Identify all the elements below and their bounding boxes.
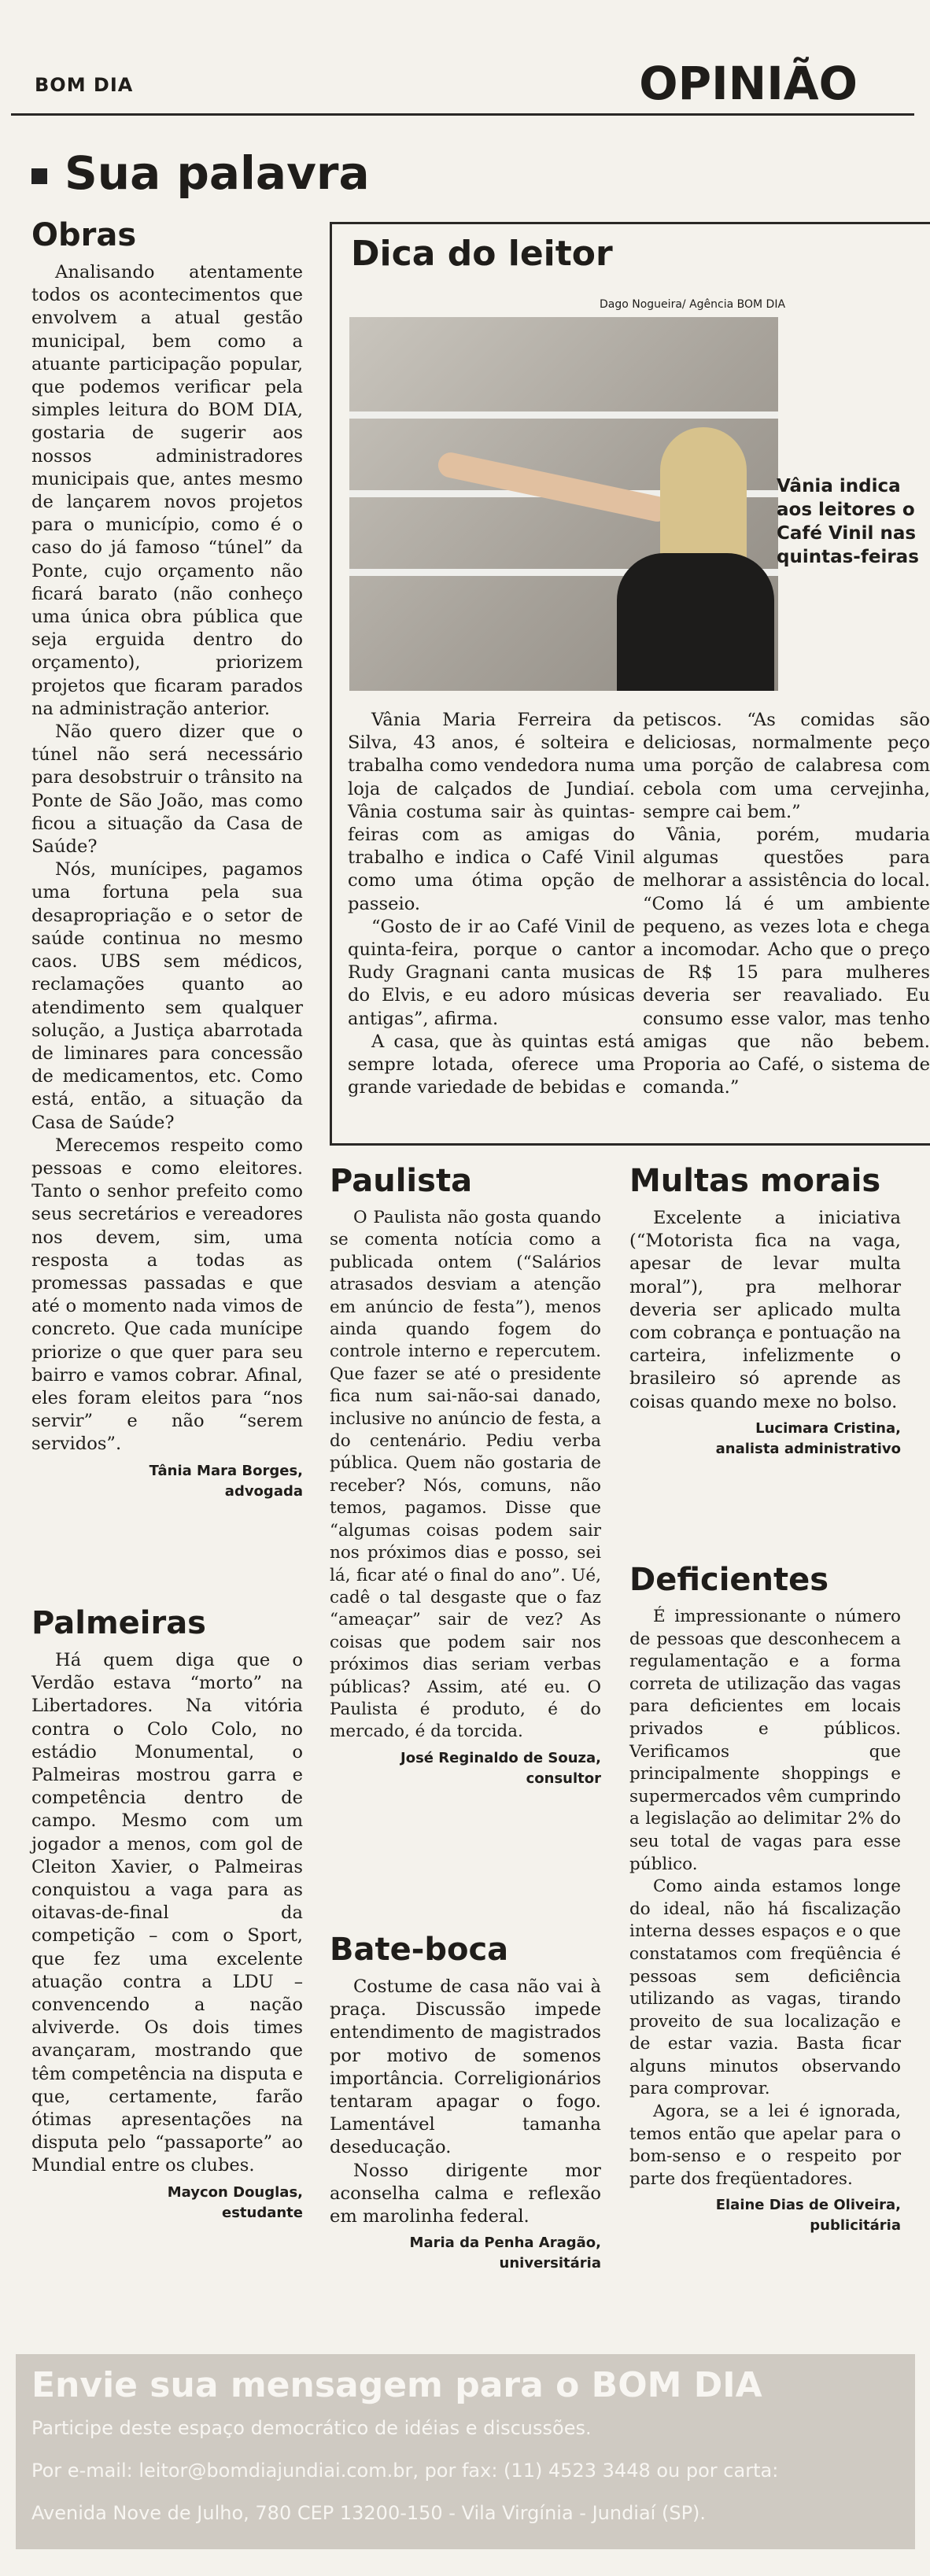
paragraph: Como ainda estamos longe do ideal, não há fiscalização interna desses espaços e o que constatamos com freqüência é pessoas sem deficiência utilizando as vagas, tirando proveito de sua localização e de estar vazia. Basta ficar alguns minutos observando para comprovar. <box>629 1877 901 2099</box>
paragraph: Nosso dirigente mor aconselha calma e reflexão em marolinha federal. <box>330 2160 601 2227</box>
tip-column-1 <box>348 709 635 1099</box>
photo-caption: Vânia indica aos leitores o Café Vinil nas quintas-feiras <box>777 476 919 567</box>
submission-info-bar <box>16 2354 915 2549</box>
photo-credit: Dago Nogueira/ Agência BOM DIA <box>600 298 786 311</box>
page-title <box>31 146 370 200</box>
paragraph: Costume de casa não vai à praça. Discussão impede entendimento de magistrados por motivo de somenos importância. Correligionários tentaram apagar o fogo. Lamentável tamanha deseducação. <box>330 1976 601 2158</box>
author-role: analista administrativo <box>715 1440 901 1457</box>
letter-heading: Palmeiras <box>31 1605 206 1641</box>
letter-bate-boca <box>330 1932 601 2274</box>
section-title: OPINIÃO <box>639 57 858 110</box>
footer-title: Envie sua mensagem para o BOM DIA <box>31 2365 762 2405</box>
author-name: Lucimara Cristina, <box>755 1419 901 1437</box>
photo <box>349 317 778 691</box>
footer-contact: Por e-mail: leitor@bomdiajundiai.com.br, por fax: (11) 4523 3448 ou por carta: <box>31 2460 779 2482</box>
letter-multas-morais <box>629 1163 901 1460</box>
paragraph: A casa, que às quintas está sempre lotada, oferece uma grande variedade de bebidas e <box>348 1031 635 1098</box>
letter-paulista <box>330 1163 601 1789</box>
author-role: estudante <box>222 2204 303 2221</box>
letter-palmeiras <box>31 1605 303 2224</box>
letter-heading: Bate-boca <box>330 1932 509 1968</box>
letter-obras <box>31 217 303 1502</box>
author-name: Elaine Dias de Oliveira, <box>715 2197 901 2214</box>
paragraph: “Gosto de ir ao Café Vinil de quinta-feira, porque o cantor Rudy Gragnani canta musicas do Elvis, e eu adoro músicas antigas”, afirma. <box>348 916 635 1029</box>
author-name: Tânia Mara Borges, <box>149 1462 303 1479</box>
paragraph: Analisando atentamente todos os acontecimentos que envolvem a atual gestão municipal, bem como a atuante participação popular, que podemos verificar pela simples leitura do BOM DIA, gostaria de sugerir aos nossos administradores municipais que, antes mesmo de lançarem novos projetos para o município, como é o caso do já famoso “túnel” da Ponte, cujo orçamento não ficará barato (não conheço uma única obra pública que seja erguida dentro do orçamento), priorizem projetos que ficaram parados na administração anterior. <box>31 262 303 719</box>
footer-line: Participe deste espaço democrático de idéias e discussões. <box>31 2417 592 2439</box>
letter-heading: Paulista <box>330 1163 473 1199</box>
author-name: Maria da Penha Aragão, <box>409 2235 601 2252</box>
author-role: consultor <box>526 1770 601 1787</box>
author-name: Maycon Douglas, <box>167 2183 303 2201</box>
author-role: advogada <box>224 1482 303 1500</box>
brand-name: BOM DIA <box>35 74 134 96</box>
letter-heading: Multas morais <box>629 1163 881 1199</box>
square-bullet-icon <box>31 168 47 184</box>
paragraph: Vânia, porém, mudaria algumas questões para melhorar a assistência do local. “Como lá é um ambiente pequeno, as vezes lota e chega a incomodar. Acho que o preço de R$ 15 para mulheres deveria ser reavaliado. Eu consumo esse valor, mas tenho amigas que não bebem. Proporia ao Café, o sistema de comanda.” <box>643 825 930 1098</box>
paragraph: Excelente a iniciativa (“Motorista fica na vaga, apesar de levar multa moral”), pra melhorar deveria ser aplicado multa com cobrança e pontuação na carteira, infelizmente o brasileiro só aprende as coisas quando mexe no bolso. <box>629 1208 901 1412</box>
paragraph: Não quero dizer que o túnel não será necessário para desobstruir o trânsito na Ponte de São João, mas como ficou a situação da Casa de Saúde? <box>31 722 303 858</box>
paragraph: Agora, se a lei é ignorada, temos então que apelar para o bom-senso e o respeito por parte dos freqüentadores. <box>629 2102 901 2189</box>
author-role: universitária <box>499 2255 601 2272</box>
paragraph: Merecemos respeito como pessoas e como eleitores. Tanto o senhor prefeito como seus secretários e vereadores nos devem, sim, uma resposta a todas as promessas passadas e que até o momento nada vimos de concreto. Que cada munícipe priorize o que quer para seu bairro e vamos cobrar. Afinal, eles foram eleitos para “nos servir” e não “serem servidos”. <box>31 1135 303 1455</box>
paragraph: petiscos. “As comidas são deliciosas, normalmente peço uma porção de calabresa com cebola com uma cervejinha, sempre cai bem.” <box>643 710 930 822</box>
paragraph: Há quem diga que o Verdão estava “morto” na Libertadores. Na vitória contra o Colo Colo, no estádio Monumental, o Palmeiras mostrou garra e competência dentro de campo. Mesmo com um jogador a menos, com gol de Cleiton Xavier, o Palmeiras conquistou a vaga para as oitavas-de-final da competição – com o Sport, que fez uma excelente atuação contra a LDU – convencendo a nação alviverde. Os dois times avançaram, mostrando que têm competência na disputa e que, certamente, farão ótimas apresentações na disputa pelo “passaporte” ao Mundial entre os clubes. <box>31 1650 303 2176</box>
paragraph: Nós, munícipes, pagamos uma fortuna pela sua desapropriação e o setor de saúde continua no mesmo caos. UBS sem médicos, reclamações quanto ao atendimento sem qualquer solução, a Justiça abarrotada de liminares para concessão de medicamentos, etc. Como está, então, a situação da Casa de Saúde? <box>31 859 303 1133</box>
footer-address: Avenida Nove de Julho, 780 CEP 13200-150 - Vila Virgínia - Jundiaí (SP). <box>31 2502 707 2524</box>
tip-column-2 <box>643 709 930 1099</box>
page-header <box>11 50 914 116</box>
paragraph: Vânia Maria Ferreira da Silva, 43 anos, é solteira e trabalha como vendedora numa loja de calçados de Jundiaí. Vânia costuma sair às quintas-feiras com as amigas do trabalho e indica o Café Vinil como uma ótima opção de passeio. <box>348 710 635 914</box>
author-name: José Reginaldo de Souza, <box>400 1749 601 1766</box>
box-heading: Dica do leitor <box>351 234 613 274</box>
letter-heading: Deficientes <box>629 1562 829 1598</box>
paragraph: O Paulista não gosta quando se comenta notícia como a publicada ontem (“Salários atrasados desviam a atenção em anúncio de festa”), menos ainda quando fogem do controle interno e repercutem. Que fazer se até o presidente fica num sai-não-sai danado, inclusive no anúncio de festa, a do centenário. Pediu verba pública. Quem não gostaria de receber? Nós, comuns, não temos, pagamos. Disse que “algumas coisas podem sair nos próximos dias e posso, sei lá, ficar até o final do ano”. Ué, cadê o tal desgaste que o faz “ameaçar” sair de vez? As coisas que podem sair nos próximos dias seriam verbas públicas? Assim, até eu. O Paulista é produto, é do mercado, é da torcida. <box>330 1208 601 1742</box>
letter-heading: Obras <box>31 217 137 253</box>
author-role: publicitária <box>810 2217 901 2235</box>
page-title-text: Sua palavra <box>65 146 370 200</box>
paragraph: É impressionante o número de pessoas que desconhecem a regulamentação e a forma correta de utilização das vagas para deficientes em locais privados e públicos. Verificamos que principalmente shoppings e supermercados vêm cumprindo a legislação ao delimitar 2% do seu total de vagas para esse público. <box>629 1607 901 1874</box>
reader-tip-box <box>330 222 930 1146</box>
letter-deficientes <box>629 1562 901 2236</box>
